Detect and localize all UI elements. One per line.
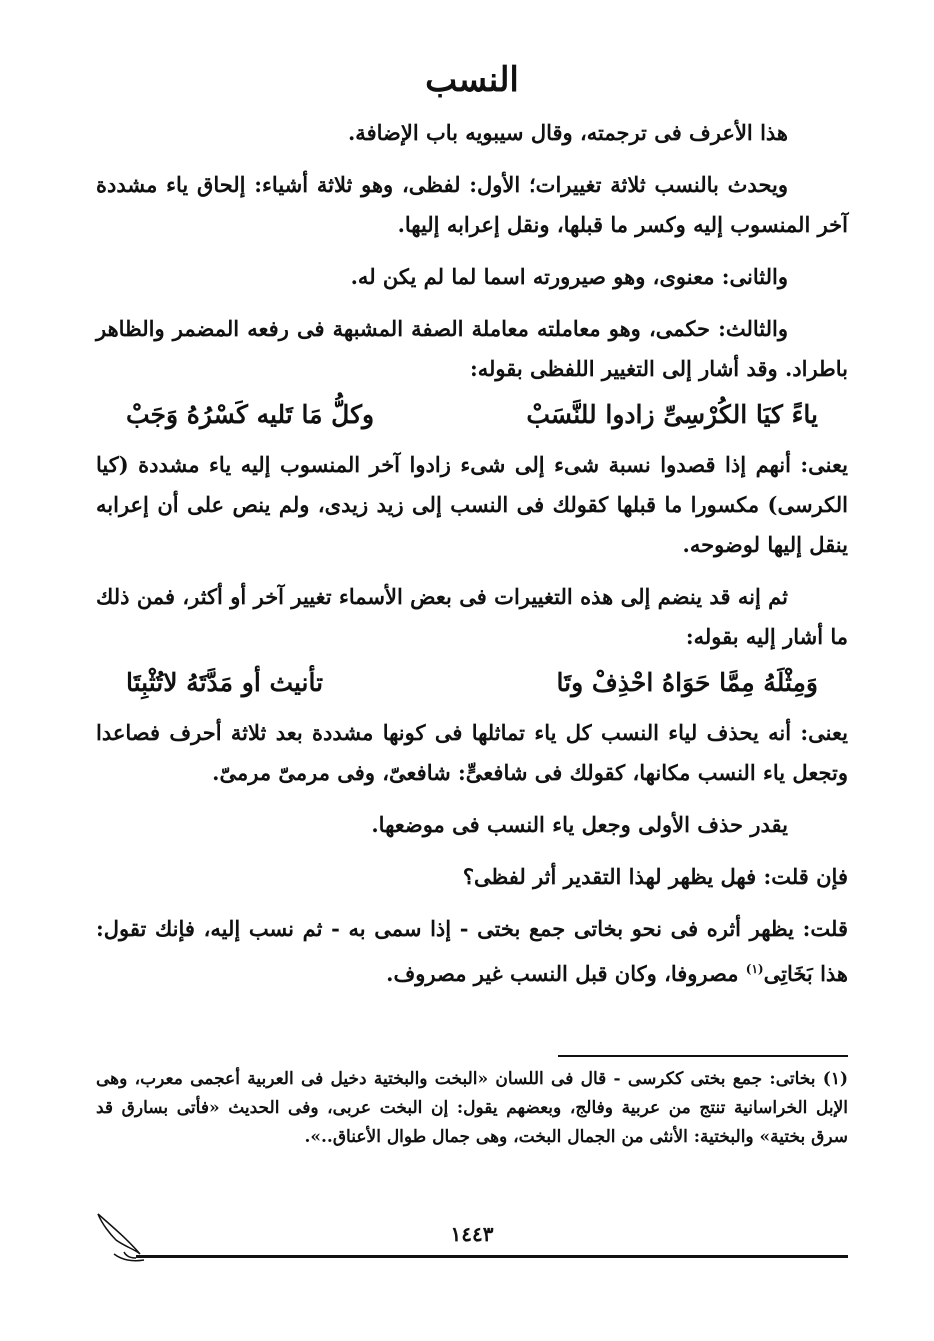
footnote-reference[interactable]: (١) [745,961,764,976]
book-page [96,60,848,1300]
paragraph-2: ويحدث بالنسب ثلاثة تغييرات؛ الأول: لفظى، وهو ثلاثة أشياء: إلحاق ياء مشددة آخر المنسوب إليه وكسر ما قبلها، ونقل إعرابه إليها. [96,171,848,237]
paragraph-8: يقدر حذف الأولى وجعل ياء النسب فى موضعها. [371,811,788,837]
paragraph-3: والثانى: معنوى، وهو صيرورته اسما لما لم يكن له. [350,263,788,289]
verse-1-first-hemistich: ياءً كيَا الكُرْسِىِّ زادوا للنَّسَبْ [526,399,818,429]
verse-1-second-hemistich: وكلُّ مَا تَليه كَسْرُهُ وَجَبْ [126,399,375,429]
verse-1 [126,393,818,437]
page-number: ١٤٤٣ [450,1222,494,1246]
paragraph-10-end: مصروفا، وكان قبل النسب غير مصروف. [386,960,746,986]
page-title: النسب [425,60,519,100]
paragraph-10 [96,909,848,994]
paragraph-7: يعنى: أنه يحذف لياء النسب كل ياء تماثلها فى كونها مشددة بعد ثلاثة أحرف فصاعدا وتجعل ياء النسب مكانها، كقولك فى شافعىٍّ: شافعىّ، وفى مرمىّ مرمىّ. [96,719,848,785]
paragraph-9: فإن قلت: فهل يظهر لهذا التقدير أثر لفظى؟ [462,863,848,889]
quill-icon [94,1210,154,1270]
verse-2-second-hemistich: تأنيث أو مَدَّتَهُ لاتُثْبِتَا [126,667,324,697]
footnote: (١) بخاتى: جمع بختى ككرسى - قال فى اللسان «البخت والبختية دخيل فى العربية أعجمى معرب، وهى الإبل الخراسانية تنتج من عربية وفالج، وبعضهم يقول: إن البخت عربى، وفى الحديث «فأتى بسارق قد سرق بختية» والبختية: الأنثى من الجمال البخت، وهى جمال طوال الأعناق..». [96,1069,848,1147]
paragraph-10-start: قلت: يظهر أثره فى نحو بخاتى جمع بختى - إذا سمى به - ثم نسب إليه، فإنك تقول: هذا بَخَاتِى [96,915,848,986]
verse-2-first-hemistich: وَمِثْلَهُ مِمَّا حَوَاهُ احْذِفْ وتَا [556,667,818,697]
paragraph-6: ثم إنه قد ينضم إلى هذه التغييرات فى بعض الأسماء تغيير آخر أو أكثر، فمن ذلك ما أشار إليه بقوله: [96,583,848,649]
paragraph-4: والثالث: حكمى، وهو معاملته معاملة الصفة المشبهة فى رفعه المضمر والظاهر باطراد. وقد أشار إلى التغيير اللفظى بقوله: [96,315,848,381]
paragraph-1: هذا الأعرف فى ترجمته، وقال سيبويه باب الإضافة. [348,119,788,145]
verse-2 [126,661,818,705]
bottom-divider [136,1255,848,1258]
paragraph-5: يعنى: أنهم إذا قصدوا نسبة شىء إلى شىء زادوا آخر المنسوب إليه ياء مشددة (كيا الكرسى) مكسورا ما قبلها كقولك فى النسب إلى زيد زيدى، ولم ينص على أن إعرابه ينقل إليها لوضوحه. [96,451,848,557]
footnote-divider [558,1055,848,1057]
